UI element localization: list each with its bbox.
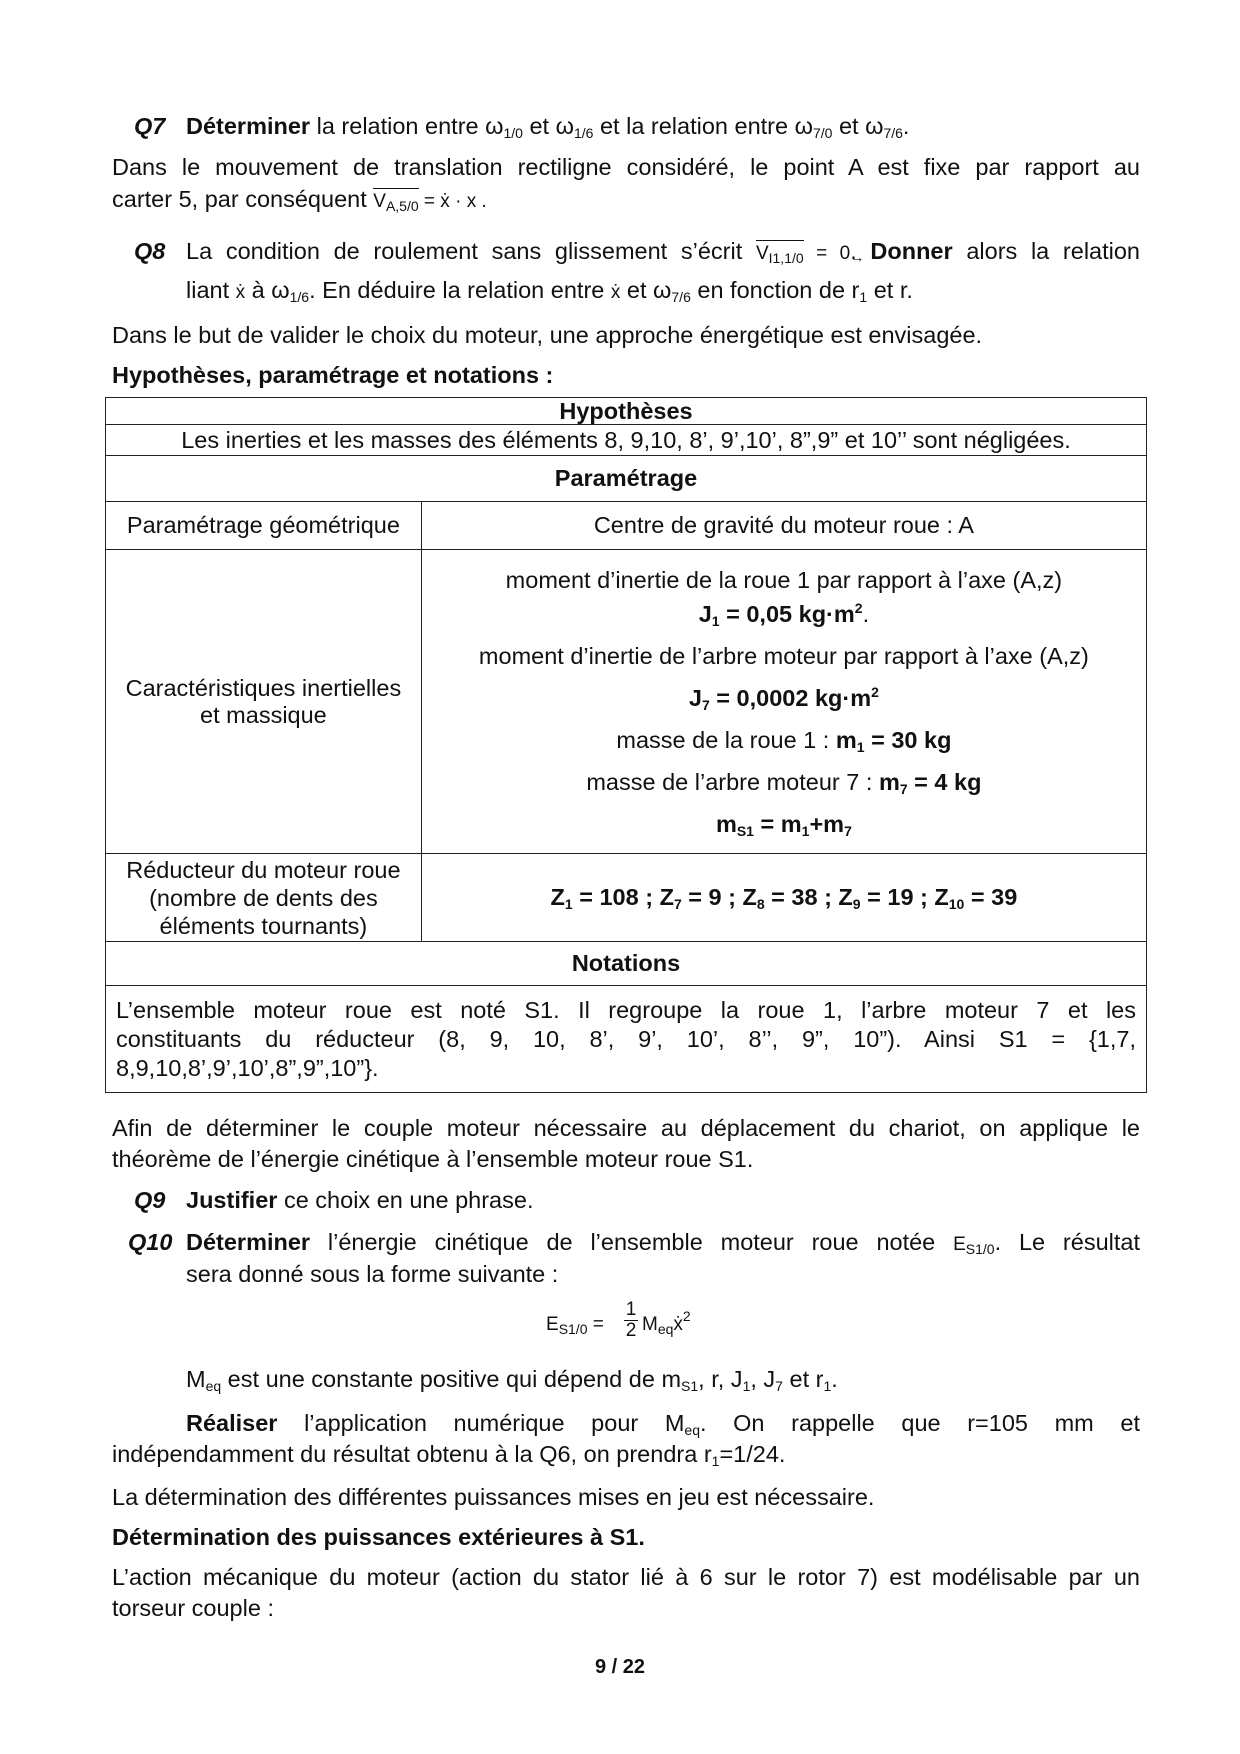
realiser-line2-end: =1/24. <box>719 1441 786 1467</box>
ms1-line <box>428 809 1140 839</box>
row-notations <box>106 986 1147 1093</box>
q7-sub4: 7/6 <box>883 125 903 141</box>
j1-a: J <box>698 600 712 627</box>
question-label-q10: Q10 <box>128 1229 173 1255</box>
formula-e-sub: S1/0 <box>558 1321 588 1337</box>
notations-line3: 8,9,10,8’,9’,10’,8”,9”,10”}. <box>116 1054 379 1081</box>
geo-label: Paramétrage géométrique <box>106 502 422 550</box>
z-6: = 38 ; Z <box>764 884 853 910</box>
question-q8-line1 <box>186 236 1140 269</box>
meq-e: et r <box>782 1366 824 1392</box>
q10-line1: l’énergie cinétique de l’ensemble moteur roue notée <box>310 1229 954 1255</box>
q8-sub2: 7/6 <box>671 289 691 305</box>
ms1-sub3: 7 <box>844 822 852 839</box>
j7-sup: 2 <box>871 683 879 700</box>
inertial-values <box>421 550 1146 854</box>
m7-text: masse de l’arbre moteur 7 : <box>586 768 879 795</box>
q8-line2-a: liant <box>186 277 236 303</box>
q8-v: V <box>755 243 769 264</box>
j1-value <box>428 599 1140 629</box>
notations-line2: constituants du réducteur (8, 9, 10, 8’, 9’, 10’, 8’’, 9”, 10”). Ainsi S1 = {1,7, <box>116 1025 1136 1052</box>
q7-sub2: 1/6 <box>573 125 594 141</box>
q8-eq: = 0 <box>803 243 851 264</box>
row-hyp-title <box>106 398 1147 425</box>
q7-mid1: et ω <box>522 113 574 139</box>
row-param-title <box>106 456 1147 502</box>
m1-value <box>836 727 952 753</box>
formula-den: 2 <box>625 1320 637 1341</box>
inertial-label <box>106 550 422 854</box>
realiser-line2 <box>112 1439 1140 1470</box>
meq-description <box>186 1364 1140 1395</box>
meq-sub4: 7 <box>775 1378 783 1394</box>
reducer-label-3: éléments tournants) <box>159 912 368 939</box>
q10-e: E <box>953 1234 966 1255</box>
z-10: = 39 <box>964 884 1018 910</box>
question-q10-line1 <box>186 1227 1140 1260</box>
row-reducer <box>106 854 1147 942</box>
q8-verb: Donner <box>856 238 953 264</box>
q8-line2-d: et ω <box>620 277 672 303</box>
vec-v-sub: A,5/0 <box>385 198 419 214</box>
meq-sub2: S1 <box>681 1378 699 1394</box>
q8-line1-start: La condition de roulement sans glissement s’écrit <box>186 238 756 264</box>
q7-end: . <box>902 113 910 139</box>
j1-description <box>428 565 1140 595</box>
z-8: = 19 ; Z <box>860 884 949 910</box>
vec-v: V <box>373 191 386 212</box>
para-afin-line1: Afin de déterminer le couple moteur nécessaire au déplacement du chariot, on applique le <box>112 1115 1140 1141</box>
meq-b: est une constante positive qui dépend de m <box>221 1366 682 1392</box>
q8-xdot: ẋ <box>235 282 246 303</box>
heading-puissances: Détermination des puissances extérieures à S1. <box>112 1524 645 1550</box>
ms1-sub2: 1 <box>801 822 810 839</box>
m7-line <box>428 767 1140 797</box>
z-2: = 108 ; Z <box>572 884 674 910</box>
formula-eq: = <box>587 1314 604 1335</box>
row-hyp-text <box>106 425 1147 456</box>
z-9: 10 <box>948 896 965 912</box>
question-q7-text <box>186 111 1140 142</box>
j1-sup: 2 <box>854 599 863 616</box>
formula-fraction <box>624 1300 638 1341</box>
row-geo <box>106 502 1147 550</box>
notations-line1: L’ensemble moteur roue est noté S1. Il regroupe la roue 1, l’arbre moteur 7 et les <box>116 996 1136 1023</box>
q8-sub1: 1/6 <box>289 289 310 305</box>
z-0: Z <box>550 884 565 910</box>
m7-sub: 7 <box>899 780 908 797</box>
para-translation-line2 <box>112 184 1140 217</box>
row-notations-title <box>106 942 1147 986</box>
m1-a: m <box>835 726 857 753</box>
para-puissances: La détermination des différentes puissances mises en jeu est nécessaire. <box>112 1484 875 1510</box>
axis-az-2: (A,z) <box>1039 642 1089 669</box>
m7-a: m <box>878 768 900 795</box>
m1-text: masse de la roue 1 : <box>616 726 836 753</box>
q7-sub1: 1/0 <box>503 125 523 141</box>
formula-x: ẋ <box>673 1314 683 1335</box>
heading-hypotheses: Hypothèses, paramétrage et notations : <box>112 362 554 388</box>
q7-sub3: 7/0 <box>812 125 833 141</box>
z-3: 7 <box>673 896 682 912</box>
formula-x-sup: 2 <box>682 1308 691 1324</box>
notations-text <box>106 986 1147 1093</box>
q7-text: la relation entre ω <box>310 113 504 139</box>
teeth-counts <box>421 854 1146 942</box>
hyp-title: Hypothèses <box>106 398 1147 425</box>
meq-a: M <box>186 1366 206 1392</box>
q8-xdot-2: ẋ <box>610 282 621 303</box>
q7-verb: Déterminer <box>186 113 311 139</box>
j7-a: J <box>688 684 702 711</box>
ms1-b: = m <box>753 810 802 837</box>
page-number: 9 / 22 <box>594 1656 646 1678</box>
ms1-a: m <box>715 810 737 837</box>
z-1: 1 <box>564 896 573 912</box>
j1-end: . <box>862 600 870 627</box>
realiser-sub2: 1 <box>711 1453 720 1469</box>
realiser-line1-text: l’application numérique pour M <box>277 1410 685 1436</box>
para-afin-line2: théorème de l’énergie cinétique à l’ensemble moteur roue S1. <box>112 1146 754 1172</box>
q10-e-sub: S1/0 <box>965 1241 995 1257</box>
j1-text: moment d’inertie de la roue 1 par rapport à l’axe <box>505 566 1013 593</box>
formula-rhs <box>642 1308 691 1337</box>
j7-sub: 7 <box>701 696 710 713</box>
velocity-vector-i1 <box>756 238 804 269</box>
para-translation-line1: Dans le mouvement de translation rectiligne considéré, le point A est fixe par rapport au <box>112 154 1140 180</box>
j1-sub: 1 <box>711 612 720 629</box>
formula-lhs <box>546 1314 604 1336</box>
meq-sub5: 1 <box>823 1378 832 1394</box>
q8-line2-c: . En déduire la relation entre <box>309 277 611 303</box>
meq-sub: eq <box>205 1378 222 1394</box>
m1-line <box>428 725 1140 755</box>
j7-b: = 0,0002 kg·m <box>709 684 872 711</box>
hypotheses-table <box>105 397 1147 1093</box>
para-translation-eq: = ẋ · x . <box>418 191 487 212</box>
meq-d: , J <box>750 1366 776 1392</box>
q8-line2-b: à ω <box>245 277 290 303</box>
q9-text: ce choix en une phrase. <box>277 1187 534 1213</box>
velocity-vector-a50 <box>373 186 418 217</box>
para-energy: Dans le but de valider le choix du moteur, une approche énergétique est envisagée. <box>112 322 983 348</box>
realiser-line1-end: . On rappelle que r=105 mm et <box>700 1410 1140 1436</box>
formula-e: E <box>546 1314 559 1335</box>
ms1-sub: S1 <box>736 822 754 839</box>
hyp-text: Les inerties et les masses des éléments 8, 9,10, 8’, 9’,10’, 8”,9” et 10’’ sont négligées. <box>106 425 1147 456</box>
para-action-line2: torseur couple : <box>112 1595 274 1621</box>
q7-mid3: et ω <box>832 113 884 139</box>
q7-mid2: et la relation entre ω <box>593 113 813 139</box>
q8-line2-f: et r. <box>867 277 913 303</box>
param-title: Paramétrage <box>106 456 1147 502</box>
meq-sub3: 1 <box>742 1378 751 1394</box>
m7-b: = 4 kg <box>907 768 982 795</box>
meq-f: . <box>831 1366 838 1392</box>
j7-value <box>428 683 1140 713</box>
axis-az: (A,z) <box>1012 566 1063 593</box>
realiser-line1 <box>112 1408 1140 1439</box>
formula-m: M <box>642 1314 658 1335</box>
realiser-verb: Réaliser <box>186 1410 278 1436</box>
m1-sub: 1 <box>856 738 865 755</box>
ms1-c: +m <box>809 810 845 837</box>
q9-verb: Justifier <box>186 1187 278 1213</box>
formula-num: 1 <box>625 1299 637 1320</box>
question-q8-line2 <box>186 275 1140 308</box>
q10-verb: Déterminer <box>186 1229 311 1255</box>
meq-c: , r, J <box>698 1366 743 1392</box>
geo-value: Centre de gravité du moteur roue : A <box>421 502 1146 550</box>
j1-b: = 0,05 kg·m <box>719 600 855 627</box>
m1-b: = 30 kg <box>864 726 952 753</box>
m7-value <box>879 769 982 795</box>
question-label-q8: Q8 <box>134 238 166 264</box>
realiser-sub: eq <box>684 1422 700 1438</box>
question-q10-line2: sera donné sous la forme suivante : <box>186 1261 559 1287</box>
j7-text: moment d’inertie de l’arbre moteur par rapport à l’axe <box>478 642 1040 669</box>
q10-line1-end: . Le résultat <box>994 1229 1140 1255</box>
reducer-label <box>106 854 422 942</box>
q8-v-sub: I1,1/0 <box>768 250 804 266</box>
formula-m-sub: eq <box>657 1321 674 1337</box>
q8-r-sub: 1 <box>859 289 868 305</box>
notations-title: Notations <box>106 942 1147 986</box>
inertial-label-1: Caractéristiques inertielles <box>125 674 402 701</box>
realiser-line2-text: indépendamment du résultat obtenu à la Q6, on prendra r <box>112 1441 712 1467</box>
q8-line1-end: alors la relation <box>952 238 1140 264</box>
question-q9-text <box>186 1185 1140 1216</box>
reducer-label-1: Réducteur du moteur roue <box>126 856 401 883</box>
question-label-q7: Q7 <box>134 113 166 139</box>
z-7: 9 <box>852 896 861 912</box>
para-translation-start: carter 5, par conséquent <box>112 186 374 212</box>
para-action-line1: L’action mécanique du moteur (action du stator lié à 6 sur le rotor 7) est modélisable par un <box>112 1564 1140 1590</box>
q8-dot: . <box>850 238 857 264</box>
z-5: 8 <box>756 896 765 912</box>
z-4: = 9 ; Z <box>681 884 757 910</box>
q8-line2-e: en fonction de r <box>690 277 860 303</box>
j7-description <box>428 641 1140 671</box>
reducer-label-2: (nombre de dents des <box>149 884 378 911</box>
row-inertial <box>106 550 1147 854</box>
question-label-q9: Q9 <box>134 1187 166 1213</box>
inertial-label-2: et massique <box>200 701 327 728</box>
